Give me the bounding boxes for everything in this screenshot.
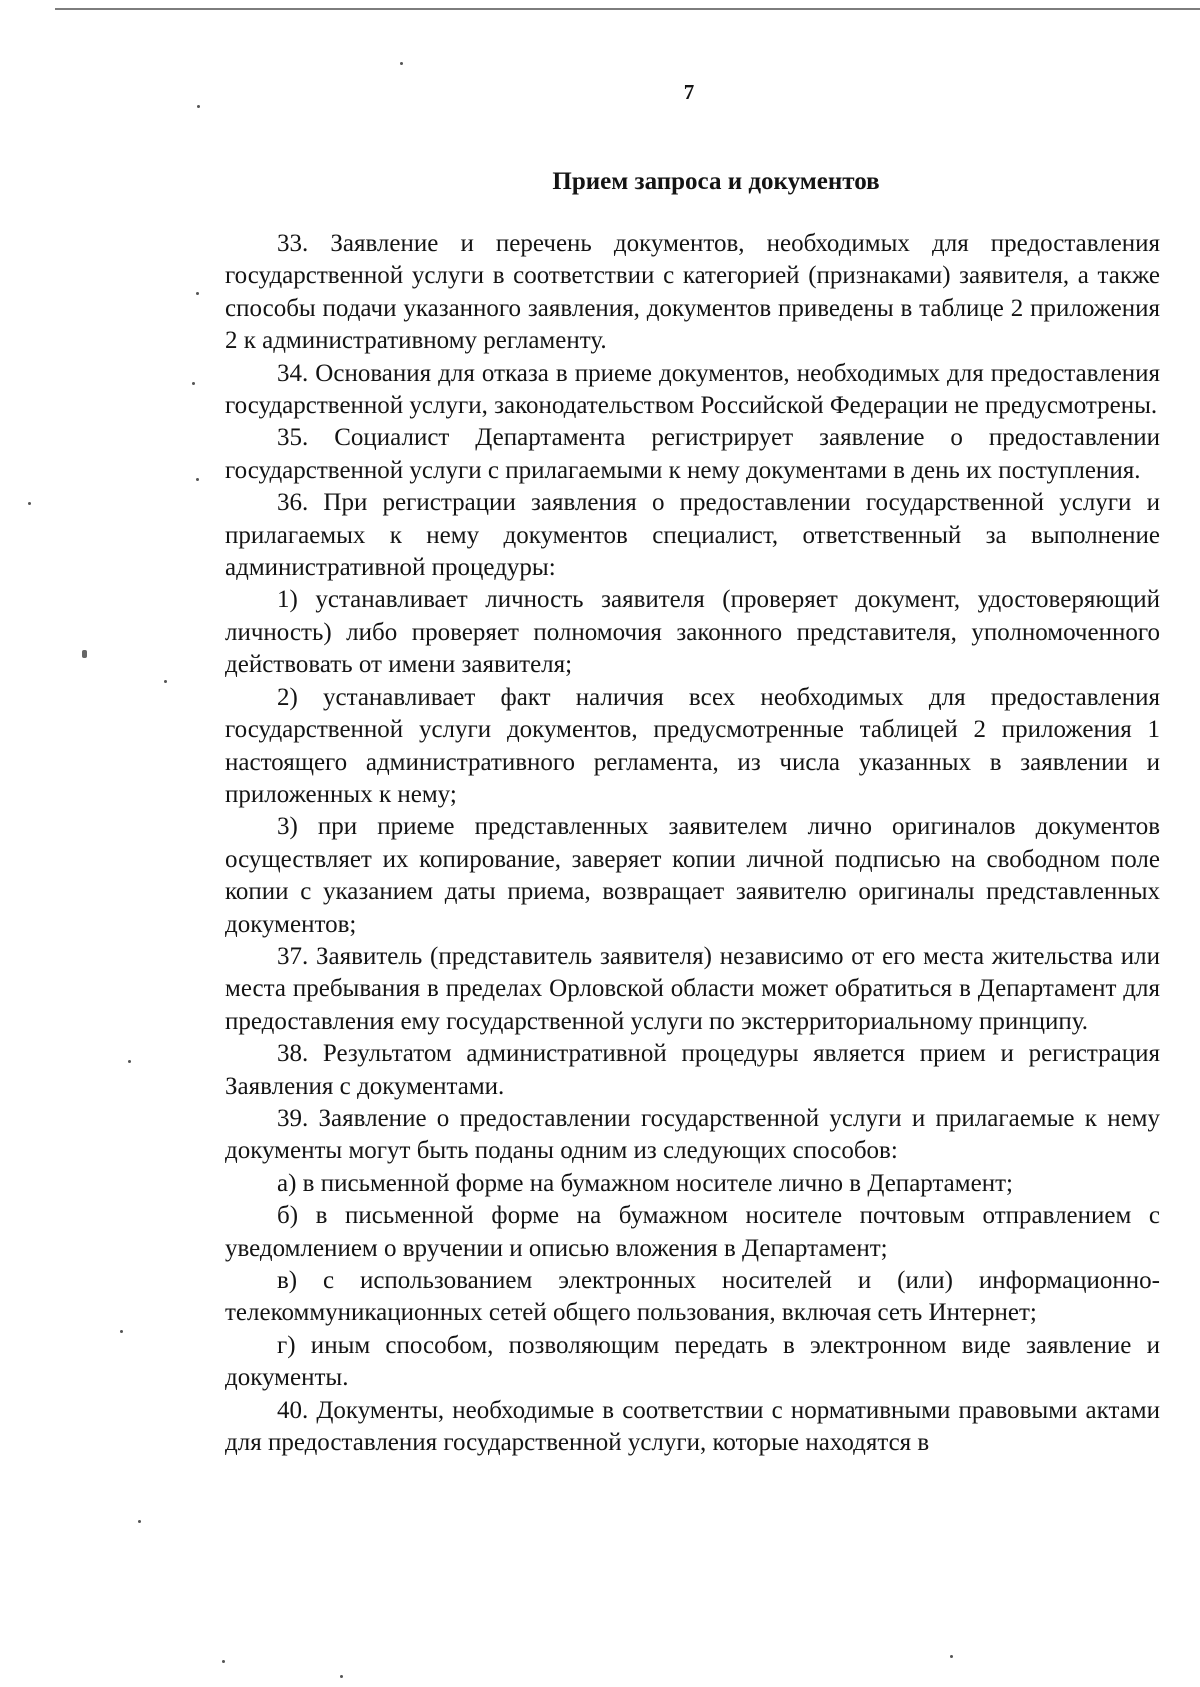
paragraph-40: 40. Документы, необходимые в соответствии с нормативными правовыми актами для предоставления государственной услуги, которые находятся в bbox=[225, 1396, 1160, 1457]
list-item-39-g: г) иным способом, позволяющим передать в электронном виде заявление и документы. bbox=[225, 1331, 1160, 1392]
scan-speck bbox=[196, 478, 199, 481]
scan-speck bbox=[196, 292, 199, 295]
scan-speck bbox=[128, 1060, 131, 1063]
list-item-39-v: в) с использованием электронных носителей и (или) информационно-телекоммуникационных сетей общего пользования, включая сеть Интернет; bbox=[225, 1267, 1160, 1327]
paragraph-38: 38. Результатом административной процедуры является прием и регистрация Заявления с документами. bbox=[225, 1040, 1160, 1100]
scan-speck bbox=[340, 1675, 343, 1678]
paragraph-33: 33. Заявление и перечень документов, необходимых для предоставления государственной услуги в соответствии с категорией (признаками) заявителя, а также способы подачи указанного заявления, документов приведены в таблице 2 приложения 2 к административному регламенту. bbox=[225, 230, 1160, 355]
list-item-36-2: 2) устанавливает факт наличия всех необходимых для предоставления государственной услуги документов, предусмотренные таблицей 2 приложения 1 настоящего административного регламента, из числа указанных в заявлении и приложенных к нему; bbox=[225, 683, 1160, 808]
paragraph-34: 34. Основания для отказа в приеме документов, необходимых для предоставления государственной услуги, законодательством Российской Федерации не предусмотрены. bbox=[225, 359, 1160, 420]
paragraph-36: 36. При регистрации заявления о предоставлении государственной услуги и прилагаемых к нему документов специалист, ответственный за выполнение административной процедуры: bbox=[225, 489, 1160, 582]
paragraph-37: 37. Заявитель (представитель заявителя) независимо от его места жительства или места пребывания в пределах Орловской области может обратиться в Департамент для предоставления ему государственной услуги по экстерриториальному принципу. bbox=[225, 942, 1160, 1035]
list-item-39-a: а) в письменной форме на бумажном носителе лично в Департамент; bbox=[277, 1169, 1013, 1197]
document-body bbox=[225, 228, 1160, 1459]
list-item-36-1: 1) устанавливает личность заявителя (проверяет документ, удостоверяющий личность) либо проверяет полномочия законного представителя, уполномоченного действовать от имени заявителя; bbox=[225, 586, 1160, 679]
list-item-36-3: 3) при приеме представленных заявителем лично оригиналов документов осуществляет их копирование, заверяет копии личной подписью на свободном поле копии с указанием даты приема, возвращает заявителю оригиналы представленных документов; bbox=[225, 813, 1160, 938]
list-item-39-b: б) в письменной форме на бумажном носителе почтовым отправлением с уведомлением о вручении и описью вложения в Департамент; bbox=[225, 1202, 1160, 1262]
scan-speck bbox=[28, 502, 31, 505]
scan-speck bbox=[950, 1655, 953, 1658]
scan-speck bbox=[82, 650, 87, 658]
scan-speck bbox=[197, 105, 200, 108]
page-number: 7 bbox=[683, 80, 695, 104]
scan-speck bbox=[192, 382, 195, 385]
scan-speck bbox=[400, 62, 403, 65]
paragraph-35: 35. Социалист Департамента регистрирует заявление о предоставлении государственной услуги с прилагаемыми к нему документами в день их поступления. bbox=[225, 424, 1160, 484]
section-title: Прием запроса и документов bbox=[552, 168, 880, 195]
scan-speck bbox=[164, 680, 167, 683]
scan-speck bbox=[138, 1520, 141, 1523]
scan-speck bbox=[120, 1330, 123, 1333]
scan-speck bbox=[222, 1660, 225, 1663]
scan-edge-line bbox=[55, 8, 1200, 10]
paragraph-39: 39. Заявление о предоставлении государственной услуги и прилагаемые к нему документы могут быть поданы одним из следующих способов: bbox=[225, 1104, 1160, 1165]
